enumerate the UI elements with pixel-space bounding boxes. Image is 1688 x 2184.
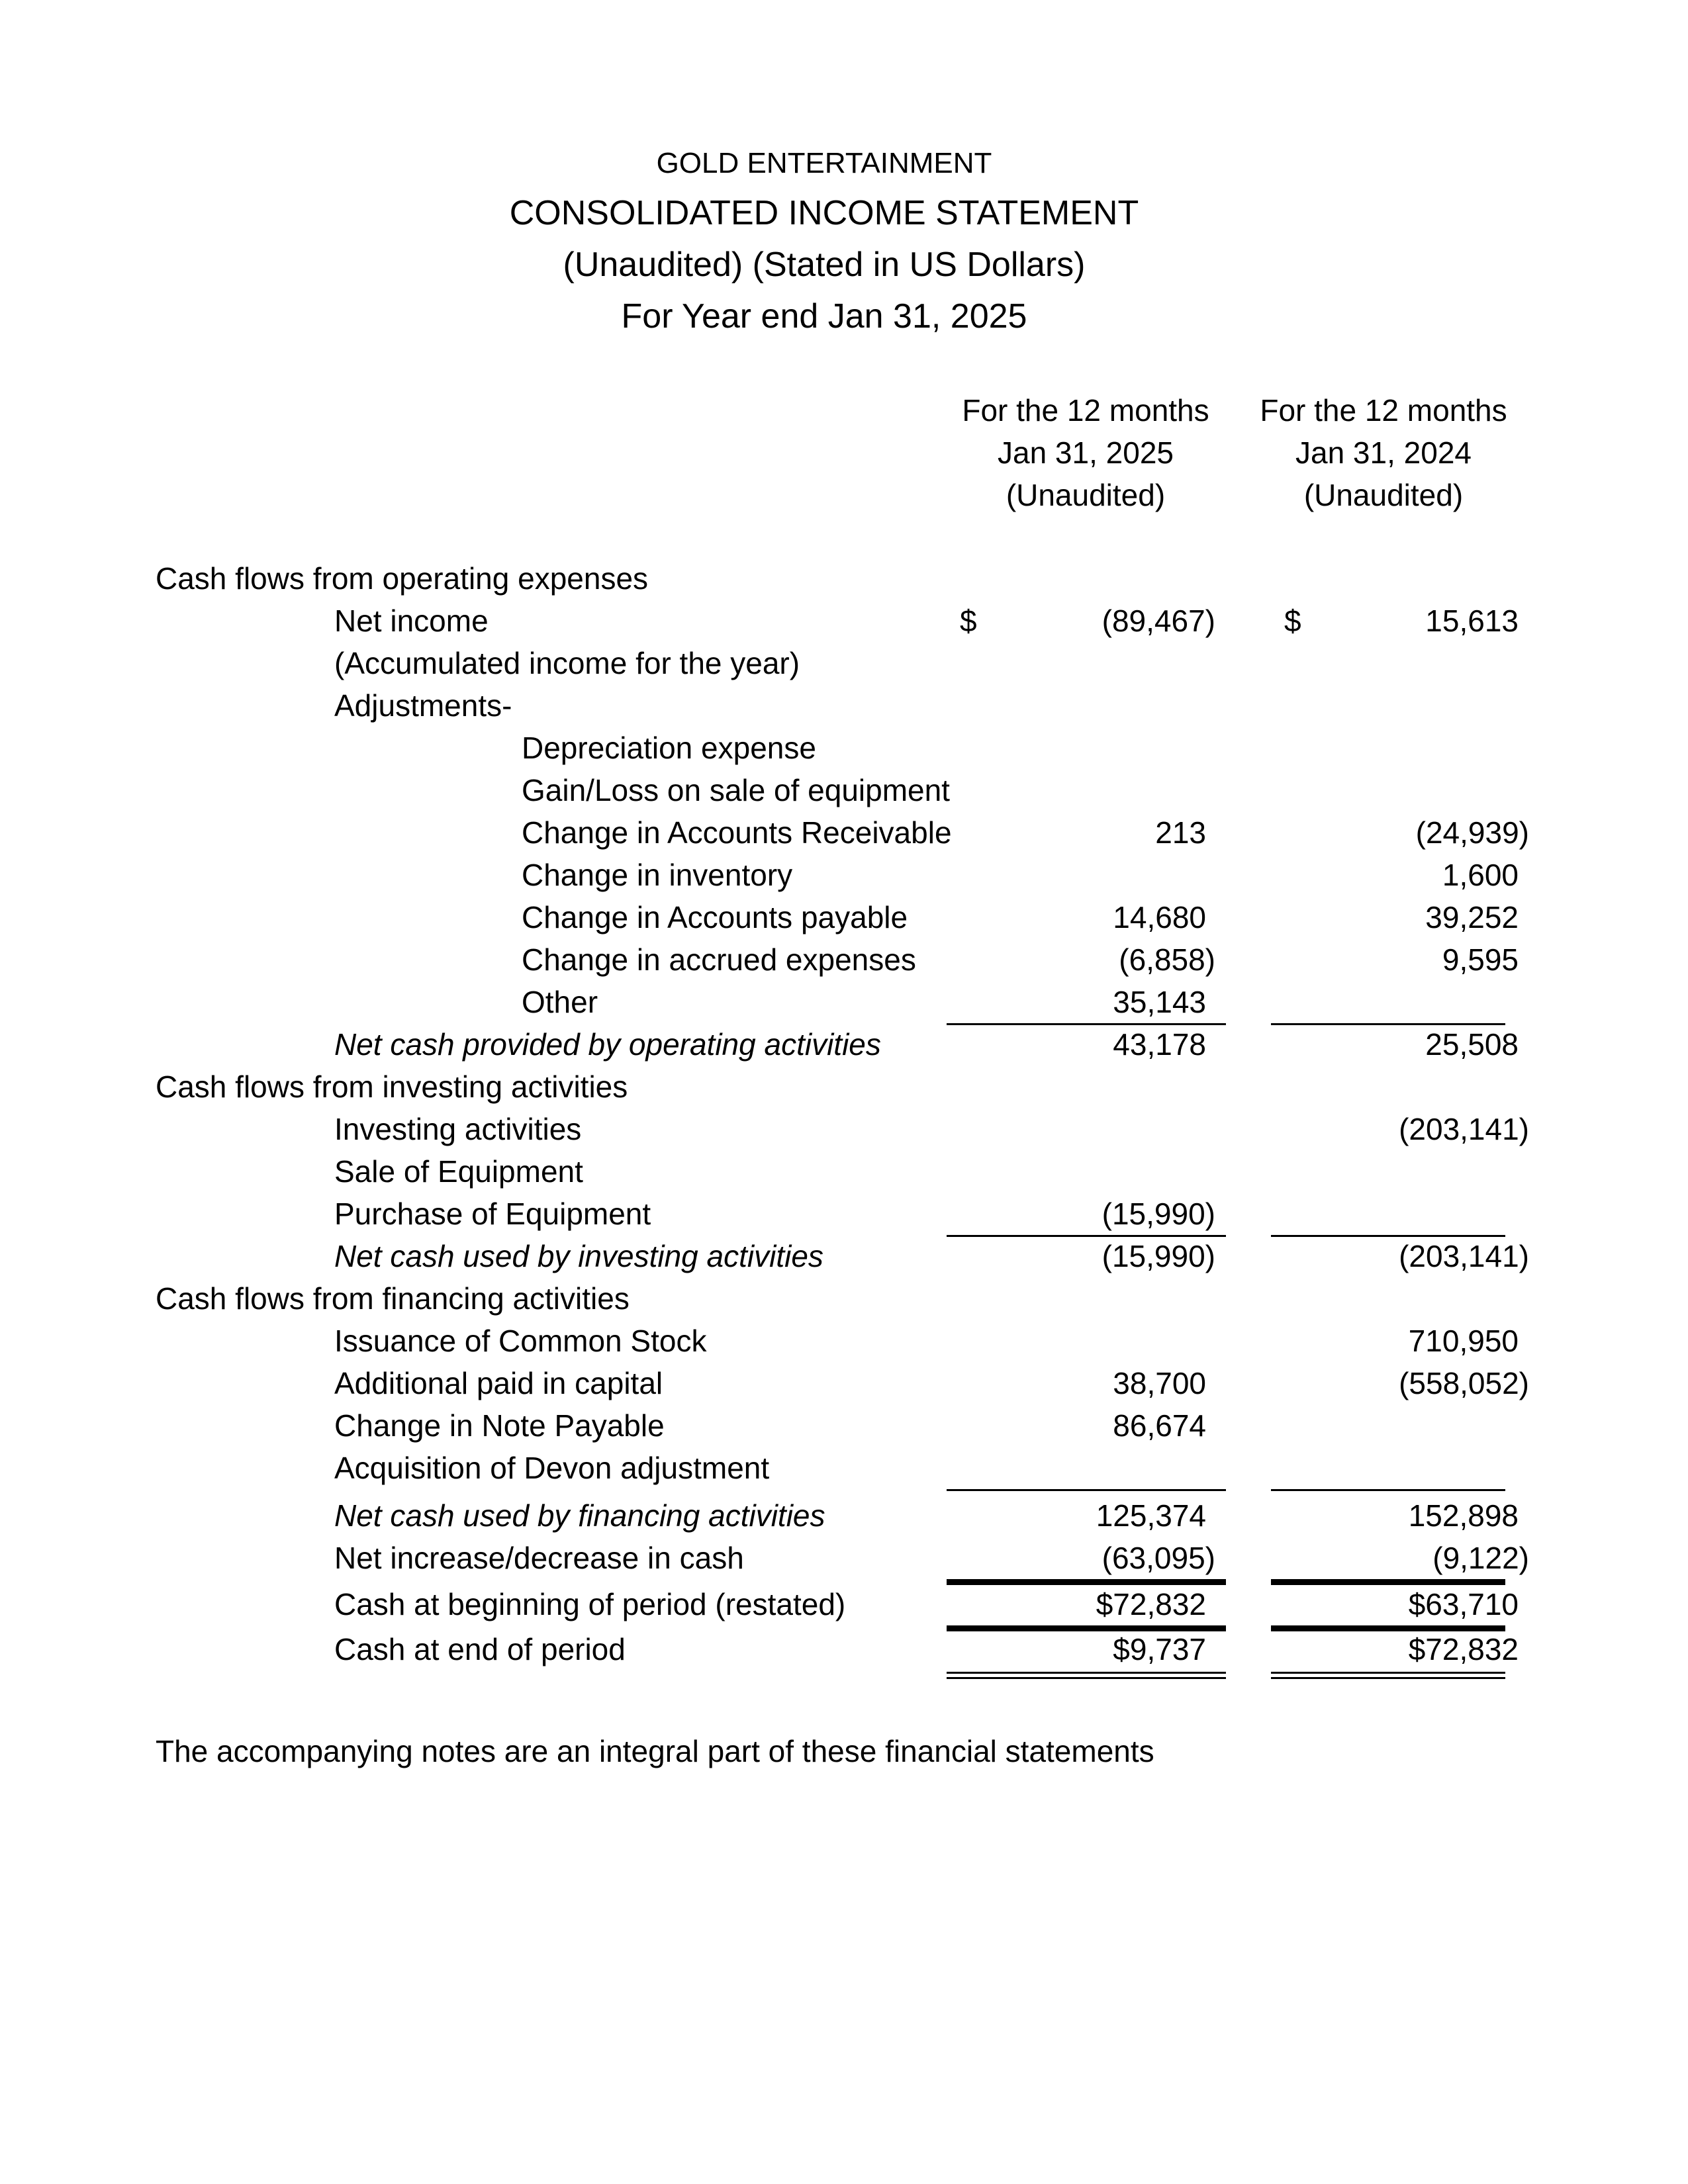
row-label: Cash flows from financing activities: [156, 1281, 630, 1316]
value-2024: (558,052): [1399, 1366, 1529, 1400]
row-note-payable: [0, 1404, 1688, 1447]
column-heading-line2: Jan 31, 2024: [1295, 435, 1472, 470]
currency-symbol: $: [1284, 604, 1301, 638]
row-devon-adjustment: [0, 1447, 1688, 1489]
value-2025: (6,858): [1119, 942, 1215, 977]
row-label: Change in Accounts payable: [522, 900, 908, 934]
row-label: Net increase/decrease in cash: [334, 1541, 744, 1575]
statement-period-line: [0, 296, 1688, 343]
row-label: Net cash provided by operating activities: [334, 1027, 881, 1062]
row-depreciation: [0, 727, 1688, 769]
row-label: Purchase of Equipment: [334, 1197, 651, 1231]
row-additional-paid-in-capital: [0, 1362, 1688, 1404]
row-label: Net income: [334, 604, 489, 638]
value-2025: 86,674: [1113, 1408, 1206, 1443]
row-purchase-equipment: [0, 1193, 1688, 1235]
row-label: Change in inventory: [522, 858, 793, 892]
row-other: [0, 981, 1688, 1023]
row-label: Other: [522, 985, 598, 1019]
value-2025: 43,178: [1113, 1027, 1206, 1062]
row-label: Issuance of Common Stock: [334, 1324, 707, 1358]
row-cash-end: [0, 1628, 1688, 1670]
row-change-inventory: [0, 854, 1688, 896]
value-2025: 213: [1155, 815, 1206, 850]
row-label: Gain/Loss on sale of equipment: [522, 773, 950, 807]
section-investing-header: [0, 1066, 1688, 1108]
value-2024: 15,613: [1425, 604, 1519, 638]
double-rule-bottom: [947, 1677, 1226, 1679]
value-2025: 14,680: [1113, 900, 1206, 934]
row-net-operating: [0, 1023, 1688, 1066]
section-financing-header: [0, 1277, 1688, 1320]
double-rule-bottom: [1271, 1677, 1505, 1679]
double-rule-top: [1271, 1672, 1505, 1674]
value-2024: 710,950: [1408, 1324, 1519, 1358]
row-label: Adjustments-: [334, 688, 512, 723]
value-2024: 9,595: [1442, 942, 1519, 977]
column-heading-line3: (Unaudited): [1303, 478, 1464, 512]
value-2025: 125,374: [1096, 1498, 1206, 1533]
row-label: Cash flows from investing activities: [156, 1069, 628, 1104]
column-heading-2025: [947, 389, 1225, 516]
row-label: Depreciation expense: [522, 731, 816, 765]
row-sale-equipment: [0, 1150, 1688, 1193]
row-label: Cash at end of period: [334, 1632, 626, 1666]
row-label: Change in Accounts Receivable: [522, 815, 952, 850]
row-cash-beginning: [0, 1583, 1688, 1625]
row-label: Cash flows from operating expenses: [156, 561, 649, 596]
row-label: Sale of Equipment: [334, 1154, 583, 1189]
value-2024: $63,710: [1408, 1587, 1519, 1621]
row-accumulated: [0, 642, 1688, 684]
row-label: Net cash used by investing activities: [334, 1239, 823, 1273]
statement-basis: (Unaudited) (Stated in US Dollars): [563, 246, 1086, 284]
section-operating-header: [0, 557, 1688, 600]
column-heading-2024: [1244, 389, 1523, 516]
row-label: (Accumulated income for the year): [334, 646, 800, 680]
row-gain-loss: [0, 769, 1688, 811]
statement-basis-line: [0, 245, 1688, 291]
value-2024: 152,898: [1408, 1498, 1519, 1533]
value-2024: (203,141): [1399, 1112, 1529, 1146]
value-2024: (203,141): [1399, 1239, 1529, 1273]
row-net-investing: [0, 1235, 1688, 1277]
value-2025: (63,095): [1102, 1541, 1215, 1575]
subtotal-rule: [1271, 1489, 1505, 1491]
column-heading-line1: For the 12 months: [962, 393, 1209, 428]
value-2024: $72,832: [1408, 1632, 1519, 1666]
value-2025: $9,737: [1113, 1632, 1206, 1666]
column-heading-line1: For the 12 months: [1260, 393, 1507, 428]
company-name: GOLD ENTERTAINMENT: [656, 147, 992, 179]
statement-title: CONSOLIDATED INCOME STATEMENT: [509, 194, 1139, 232]
row-label: Net cash used by financing activities: [334, 1498, 825, 1533]
row-label: Acquisition of Devon adjustment: [334, 1451, 770, 1485]
company-name-line: [0, 147, 1688, 189]
footnote: The accompanying notes are an integral part of these financial statements: [156, 1734, 1154, 1768]
row-net-financing: [0, 1494, 1688, 1537]
value-2024: 39,252: [1425, 900, 1519, 934]
row-label: Change in Note Payable: [334, 1408, 665, 1443]
value-2024: (24,939): [1415, 815, 1529, 850]
value-2025: $72,832: [1096, 1587, 1206, 1621]
column-heading-line2: Jan 31, 2025: [997, 435, 1174, 470]
currency-symbol: $: [960, 604, 977, 638]
value-2025: 38,700: [1113, 1366, 1206, 1400]
value-2025: (89,467): [1102, 604, 1215, 638]
column-heading-line3: (Unaudited): [1006, 478, 1166, 512]
value-2025: (15,990): [1102, 1197, 1215, 1231]
value-2025: (15,990): [1102, 1239, 1215, 1273]
row-investing: [0, 1108, 1688, 1150]
value-2024: (9,122): [1432, 1541, 1529, 1575]
row-change-ap: [0, 896, 1688, 938]
row-common-stock: [0, 1320, 1688, 1362]
row-label: Change in accrued expenses: [522, 942, 916, 977]
row-change-accrued: [0, 938, 1688, 981]
value-2024: 1,600: [1442, 858, 1519, 892]
value-2024: 25,508: [1425, 1027, 1519, 1062]
row-label: Additional paid in capital: [334, 1366, 663, 1400]
row-net-income: [0, 600, 1688, 642]
statement-period: For Year end Jan 31, 2025: [621, 297, 1027, 336]
row-change-ar: [0, 811, 1688, 854]
statement-title-line: [0, 193, 1688, 240]
row-label: Investing activities: [334, 1112, 582, 1146]
subtotal-rule: [947, 1489, 1226, 1491]
row-label: Cash at beginning of period (restated): [334, 1587, 846, 1621]
double-rule-top: [947, 1672, 1226, 1674]
value-2025: 35,143: [1113, 985, 1206, 1019]
row-net-change-cash: [0, 1537, 1688, 1579]
row-adjustments: [0, 684, 1688, 727]
